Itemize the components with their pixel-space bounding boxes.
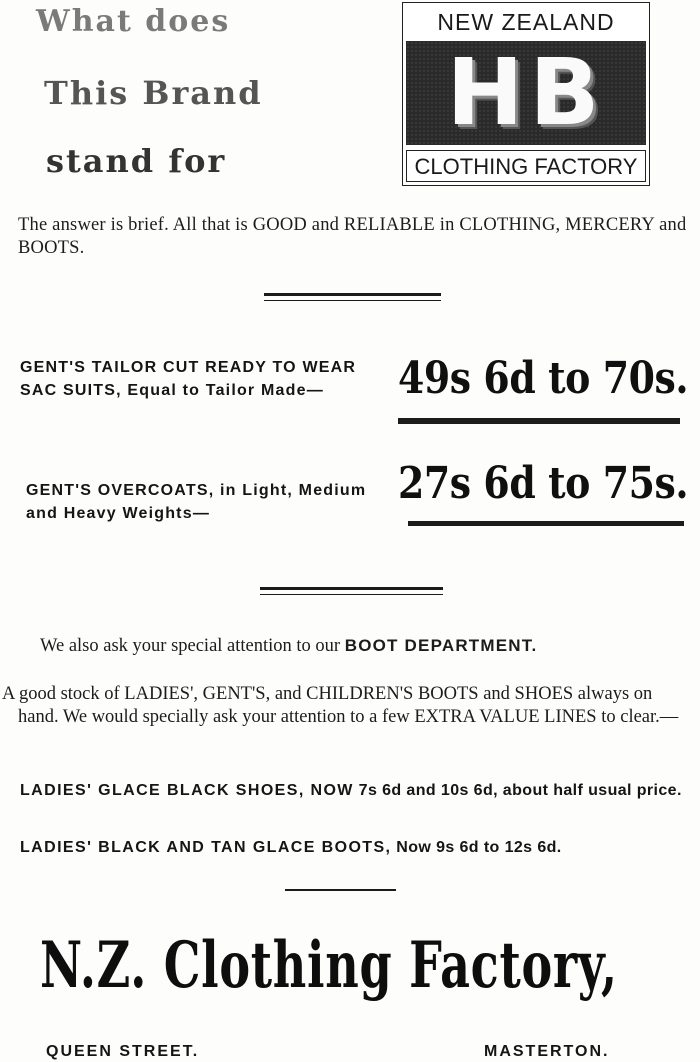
boot-department-line [40,634,700,658]
ladies-shoes-caps: LADIES' GLACE BLACK SHOES, NOW [20,782,354,799]
divider-rule-1 [264,293,441,296]
price-underline-2 [408,521,684,526]
logo-mark-panel [406,41,646,145]
ladies-shoes-item [20,781,696,801]
divider-rule-2 [260,587,443,590]
offer-suits-description: GENT'S TAILOR CUT READY TO WEAR SAC SUITS, Equal to Tailor Made— [20,359,357,399]
offer-suits-price: 49s 6d to 70s. [398,353,689,404]
ladies-boots-rest: Now 9s 6d to 12s 6d. [391,839,562,856]
boot-department-prefix: We also ask your special attention to our [40,636,345,656]
intro-text: The answer is brief. All that is GOOD and RELIABLE in CLOTHING, MERCERY and BOOTS. [18,215,687,258]
divider-rule-3 [285,889,396,891]
logo-bottom-text: CLOTHING FACTORY [406,150,646,182]
headline-line-1: What does [36,4,231,39]
logo-mark: HB [446,39,606,146]
headline-line-3: stand for [46,142,227,180]
offer-overcoats-price: 27s 6d to 75s. [398,458,689,509]
headline-line-2: This Brand [44,74,263,112]
company-name: N.Z. Clothing Factory, [40,928,618,1003]
footer-street: QUEEN STREET. [46,1043,200,1060]
ladies-boots-item [20,838,696,858]
logo-top-text: NEW ZEALAND [437,9,615,35]
price-underline-1 [398,418,680,424]
hb-brand-logo [402,2,650,186]
footer-town: MASTERTON. [484,1043,610,1060]
offer-overcoats-description: GENT'S OVERCOATS, in Light, Medium and Heavy Weights— [26,482,367,522]
boot-department-label: BOOT DEPARTMENT. [344,636,538,655]
ladies-boots-caps: LADIES' BLACK AND TAN GLACE BOOTS, [20,839,392,856]
ladies-shoes-rest: 7s 6d and 10s 6d, about half usual price. [353,782,682,799]
stock-paragraph: A good stock of LADIES', GENT'S, and CHILDREN'S BOOTS and SHOES always on hand. We would specially ask your attention to a few EXTRA VALUE LINES to clear.— [2,684,679,727]
